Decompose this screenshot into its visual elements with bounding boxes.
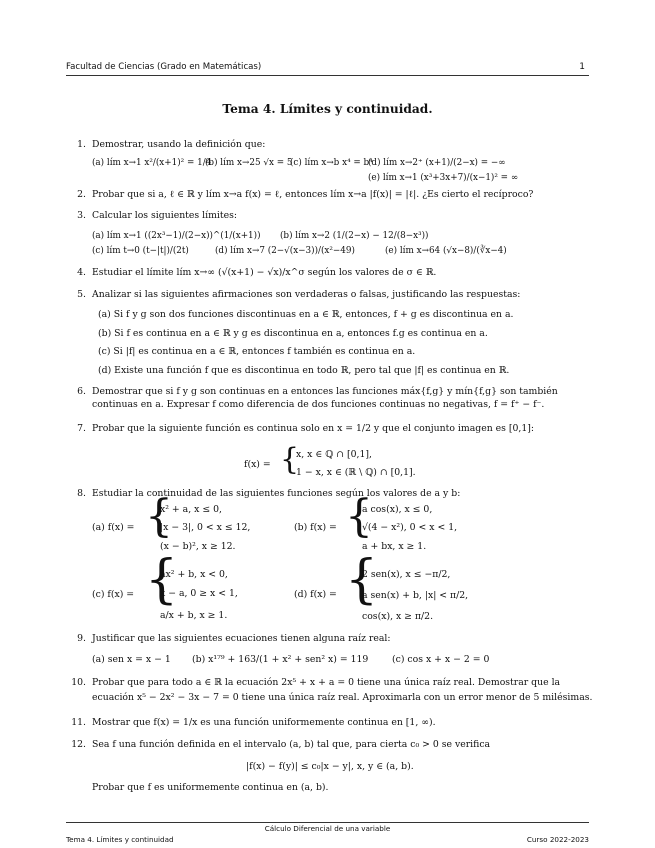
footer-rule: [66, 822, 589, 823]
exercise-9-item-c: (c) cos x + x − 2 = 0: [392, 654, 490, 665]
running-footer: [66, 824, 589, 848]
exercise-8b-case-2: √(4 − x²), 0 < x < 1,: [362, 522, 458, 533]
exercise-8a-case-3: (x − b)², x ≥ 12.: [160, 541, 236, 552]
header-rule: [66, 75, 589, 76]
exercise-8b-label: (b) f(x) =: [294, 522, 337, 533]
exercise-8b-case-1: a cos(x), x ≤ 0,: [362, 504, 433, 515]
exercise-12-formula: |f(x) − f(y)| ≤ c₀|x − y|, x, y ∈ (a, b).: [246, 761, 414, 772]
exercise-8b-case-3: a + bx, x ≥ 1.: [362, 541, 427, 552]
exercise-8c-case-3: a/x + b, x ≥ 1.: [160, 610, 228, 621]
exercise-8c-case-1: ax² + b, x < 0,: [160, 569, 228, 580]
exercise-1-item-b: (b) lím x→25 √x = 5: [205, 158, 293, 168]
exercise-8d-case-1: 2 sen(x), x ≤ −π/2,: [362, 569, 451, 580]
exercise-8d-label: (d) f(x) =: [294, 589, 337, 600]
footer-center: Cálculo Diferencial de una variable: [264, 824, 391, 833]
page: Facultad de Ciencias (Grado en Matemáticas) 1 Tema 4. Límites y continuidad. 1. Demostrar, usando la definición que: (a) lím x→1 x²/(x+1)² = 1/4 (b) lím x→25 √x = 5 (c) lím x→b x⁴ = b⁴ (d) lím x→2⁺ (x+1)/(2−x) = −∞ (e) lím x→1 (x³+3x+7)/(x−1)² = ∞ 2. Probar que si a, ℓ ∈ ℝ y lím x→a f(x) = ℓ, entonces lím x→a |f(x)| = |ℓ|. ¿Es cierto el recíproco? 3. Calcular los siguientes límites: (a) lím x→1 ((2x³−1)/(2−x))^(1/(x+1)) (b) lím x→2 (1/(2−x) − 12/(8−x³)) (c) lím t→0 (t−|t|)/(2t) (d) lím x→7 (2−√(x−3))/(x²−49) (e) lím x→64 (√x−8)/(∛x−4) 4. Estudiar el límite lím x→∞ (√(x+1) − √x)/x^σ según los valores de σ ∈ ℝ. 5. Analizar si las siguientes afirmaciones son verdaderas o falsas, justificando las respuestas: (a) Si f y g son dos funciones discontinuas en a ∈ ℝ, entonces, f + g es discontinua en a. (b) Si f es continua en a ∈ ℝ y g es discontinua en a, entonces f.g es continua en a. (c) Si |f| es continua en a ∈ ℝ, entonces f también es continua en a. (d) Existe una función f que es discontinua en todo ℝ, pero tal que |f| es continua en ℝ. 6. Demostrar que si f y g son continuas en a entonces las funciones máx{f,g} y mín{f,g} son también continuas en a. Expresar f como diferencia de dos funciones continuas no negativas, f = f⁺ − f⁻. 7. Probar que la siguiente función es continua solo en x = 1/2 y que el conjunto imagen es [0,1]: f(x) = { x, x ∈ ℚ ∩ [0,1], 1 − x, x ∈ (ℝ \ ℚ) ∩ [0,1]. 8. Estudiar la continuidad de las siguientes funciones según los valores de a y b: (a) f(x) = { x² + a, x ≤ 0, |x − 3|, 0 < x ≤ 12, (x − b)², x ≥ 12. (b) f(x) = { a cos(x), x ≤ 0, √(4 − x²), 0 < x < 1, a + bx, x ≥ 1. (c) f(x) = { ax² + b, x < 0, x − a, 0 ≥ x < 1, a/x + b, x ≥ 1. (d) f(x) = { 2 sen(x), x ≤ −π/2, a sen(x) + b, |x| < π/2, cos(x), x ≥ π/2. 9. Justificar que las siguientes ecuaciones tienen alguna raíz real: (a) sen x = x − 1 (b) x¹⁷⁹ + 163/(1 + x² + sen² x) = 119 (c) cos x + x − 2 = 0 10. Probar que para todo a ∈ ℝ la ecuación 2x⁵ + x + a = 0 tiene una única raíz real. Demostrar que la ecuación x⁵ − 2x² − 3x − 7 = 0 tiene una única raíz real. Aproximarla con un error menor de 5 milésimas. 11. Mostrar que f(x) = 1/x es una función uniformemente continua en [1, ∞). 12. Sea f una función definida en el intervalo (a, b) tal que, para cierta c₀ > 0 se verifica |f(x) − f(y)| ≤ c₀|x − y|, x, y ∈ (a, b). Probar que f es uniformemente continua en (a, b). Cálculo Diferencial de una variable Tema 4. Límites y continuidad Curso 2022-2023: [0, 0, 655, 848]
page-number: 1: [579, 62, 585, 72]
exercise-8a-label: (a) f(x) =: [92, 522, 135, 533]
exercise-1-item-c: (c) lím x→b x⁴ = b⁴: [290, 158, 373, 168]
exercise-6-line-2: continuas en a. Expresar f como diferencia de dos funciones continuas no negativas, f = f⁺ − f⁻.: [92, 399, 545, 410]
exercise-8d-case-3: cos(x), x ≥ π/2.: [362, 611, 434, 622]
exercise-8c-label: (c) f(x) =: [92, 589, 135, 600]
exercise-5-item-c: (c) Si |f| es continua en a ∈ ℝ, entonces f también es continua en a.: [98, 346, 416, 357]
exercise-7-case-2: 1 − x, x ∈ (ℝ \ ℚ) ∩ [0,1].: [296, 467, 416, 478]
exercise-8c-case-2: x − a, 0 ≥ x < 1,: [160, 588, 238, 599]
exercise-8a-case-2: |x − 3|, 0 < x ≤ 12,: [160, 522, 251, 533]
exercise-5-item-b: (b) Si f es continua en a ∈ ℝ y g es discontinua en a, entonces f.g es continua en a.: [98, 328, 488, 339]
page-title: Tema 4. Límites y continuidad.: [222, 102, 433, 116]
exercise-3-item-a: (a) lím x→1 ((2x³−1)/(2−x))^(1/(x+1)): [92, 231, 261, 241]
exercise-5-item-d: (d) Existe una función f que es discontinua en todo ℝ, pero tal que |f| es continua en ℝ.: [98, 365, 510, 376]
exercise-9-item-a: (a) sen x = x − 1: [92, 654, 171, 665]
header-left: Facultad de Ciencias (Grado en Matemáticas): [66, 62, 262, 72]
exercise-3-item-c: (c) lím t→0 (t−|t|)/(2t): [92, 246, 189, 256]
exercise-1-item-e: (e) lím x→1 (x³+3x+7)/(x−1)² = ∞: [368, 173, 519, 183]
exercise-3-item-b: (b) lím x→2 (1/(2−x) − 12/(8−x³)): [280, 231, 429, 241]
exercise-7-brace: {: [280, 442, 300, 477]
exercise-1-item-a: (a) lím x→1 x²/(x+1)² = 1/4: [92, 158, 212, 168]
exercise-10-line-2: ecuación x⁵ − 2x² − 3x − 7 = 0 tiene una única raíz real. Aproximarla con un error menor de 5 milésimas.: [92, 692, 593, 703]
exercise-1-item-d: (d) lím x→2⁺ (x+1)/(2−x) = −∞: [368, 158, 506, 168]
exercise-3-item-d: (d) lím x→7 (2−√(x−3))/(x²−49): [215, 246, 355, 256]
running-header: [66, 62, 589, 76]
footer-left: Tema 4. Límites y continuidad: [66, 835, 174, 844]
exercise-3-item-e: (e) lím x→64 (√x−8)/(∛x−4): [385, 246, 507, 256]
exercise-8a-brace: {: [145, 491, 173, 542]
exercise-7-case-1: x, x ∈ ℚ ∩ [0,1],: [296, 449, 372, 460]
exercise-8c-brace: {: [145, 550, 179, 610]
exercise-9-item-b: (b) x¹⁷⁹ + 163/(1 + x² + sen² x) = 119: [192, 654, 369, 665]
footer-right: Curso 2022-2023: [526, 835, 589, 844]
exercise-12-line-3: Probar que f es uniformemente continua en (a, b).: [92, 782, 329, 793]
exercise-8a-case-1: x² + a, x ≤ 0,: [160, 504, 222, 515]
exercise-8d-case-2: a sen(x) + b, |x| < π/2,: [362, 590, 469, 601]
exercise-8b-brace: {: [345, 491, 373, 542]
exercise-8d-brace: {: [345, 550, 379, 610]
exercise-5-item-a: (a) Si f y g son dos funciones discontinuas en a ∈ ℝ, entonces, f + g es discontinua en a.: [98, 309, 514, 320]
exercise-7-lhs: f(x) =: [244, 459, 271, 470]
